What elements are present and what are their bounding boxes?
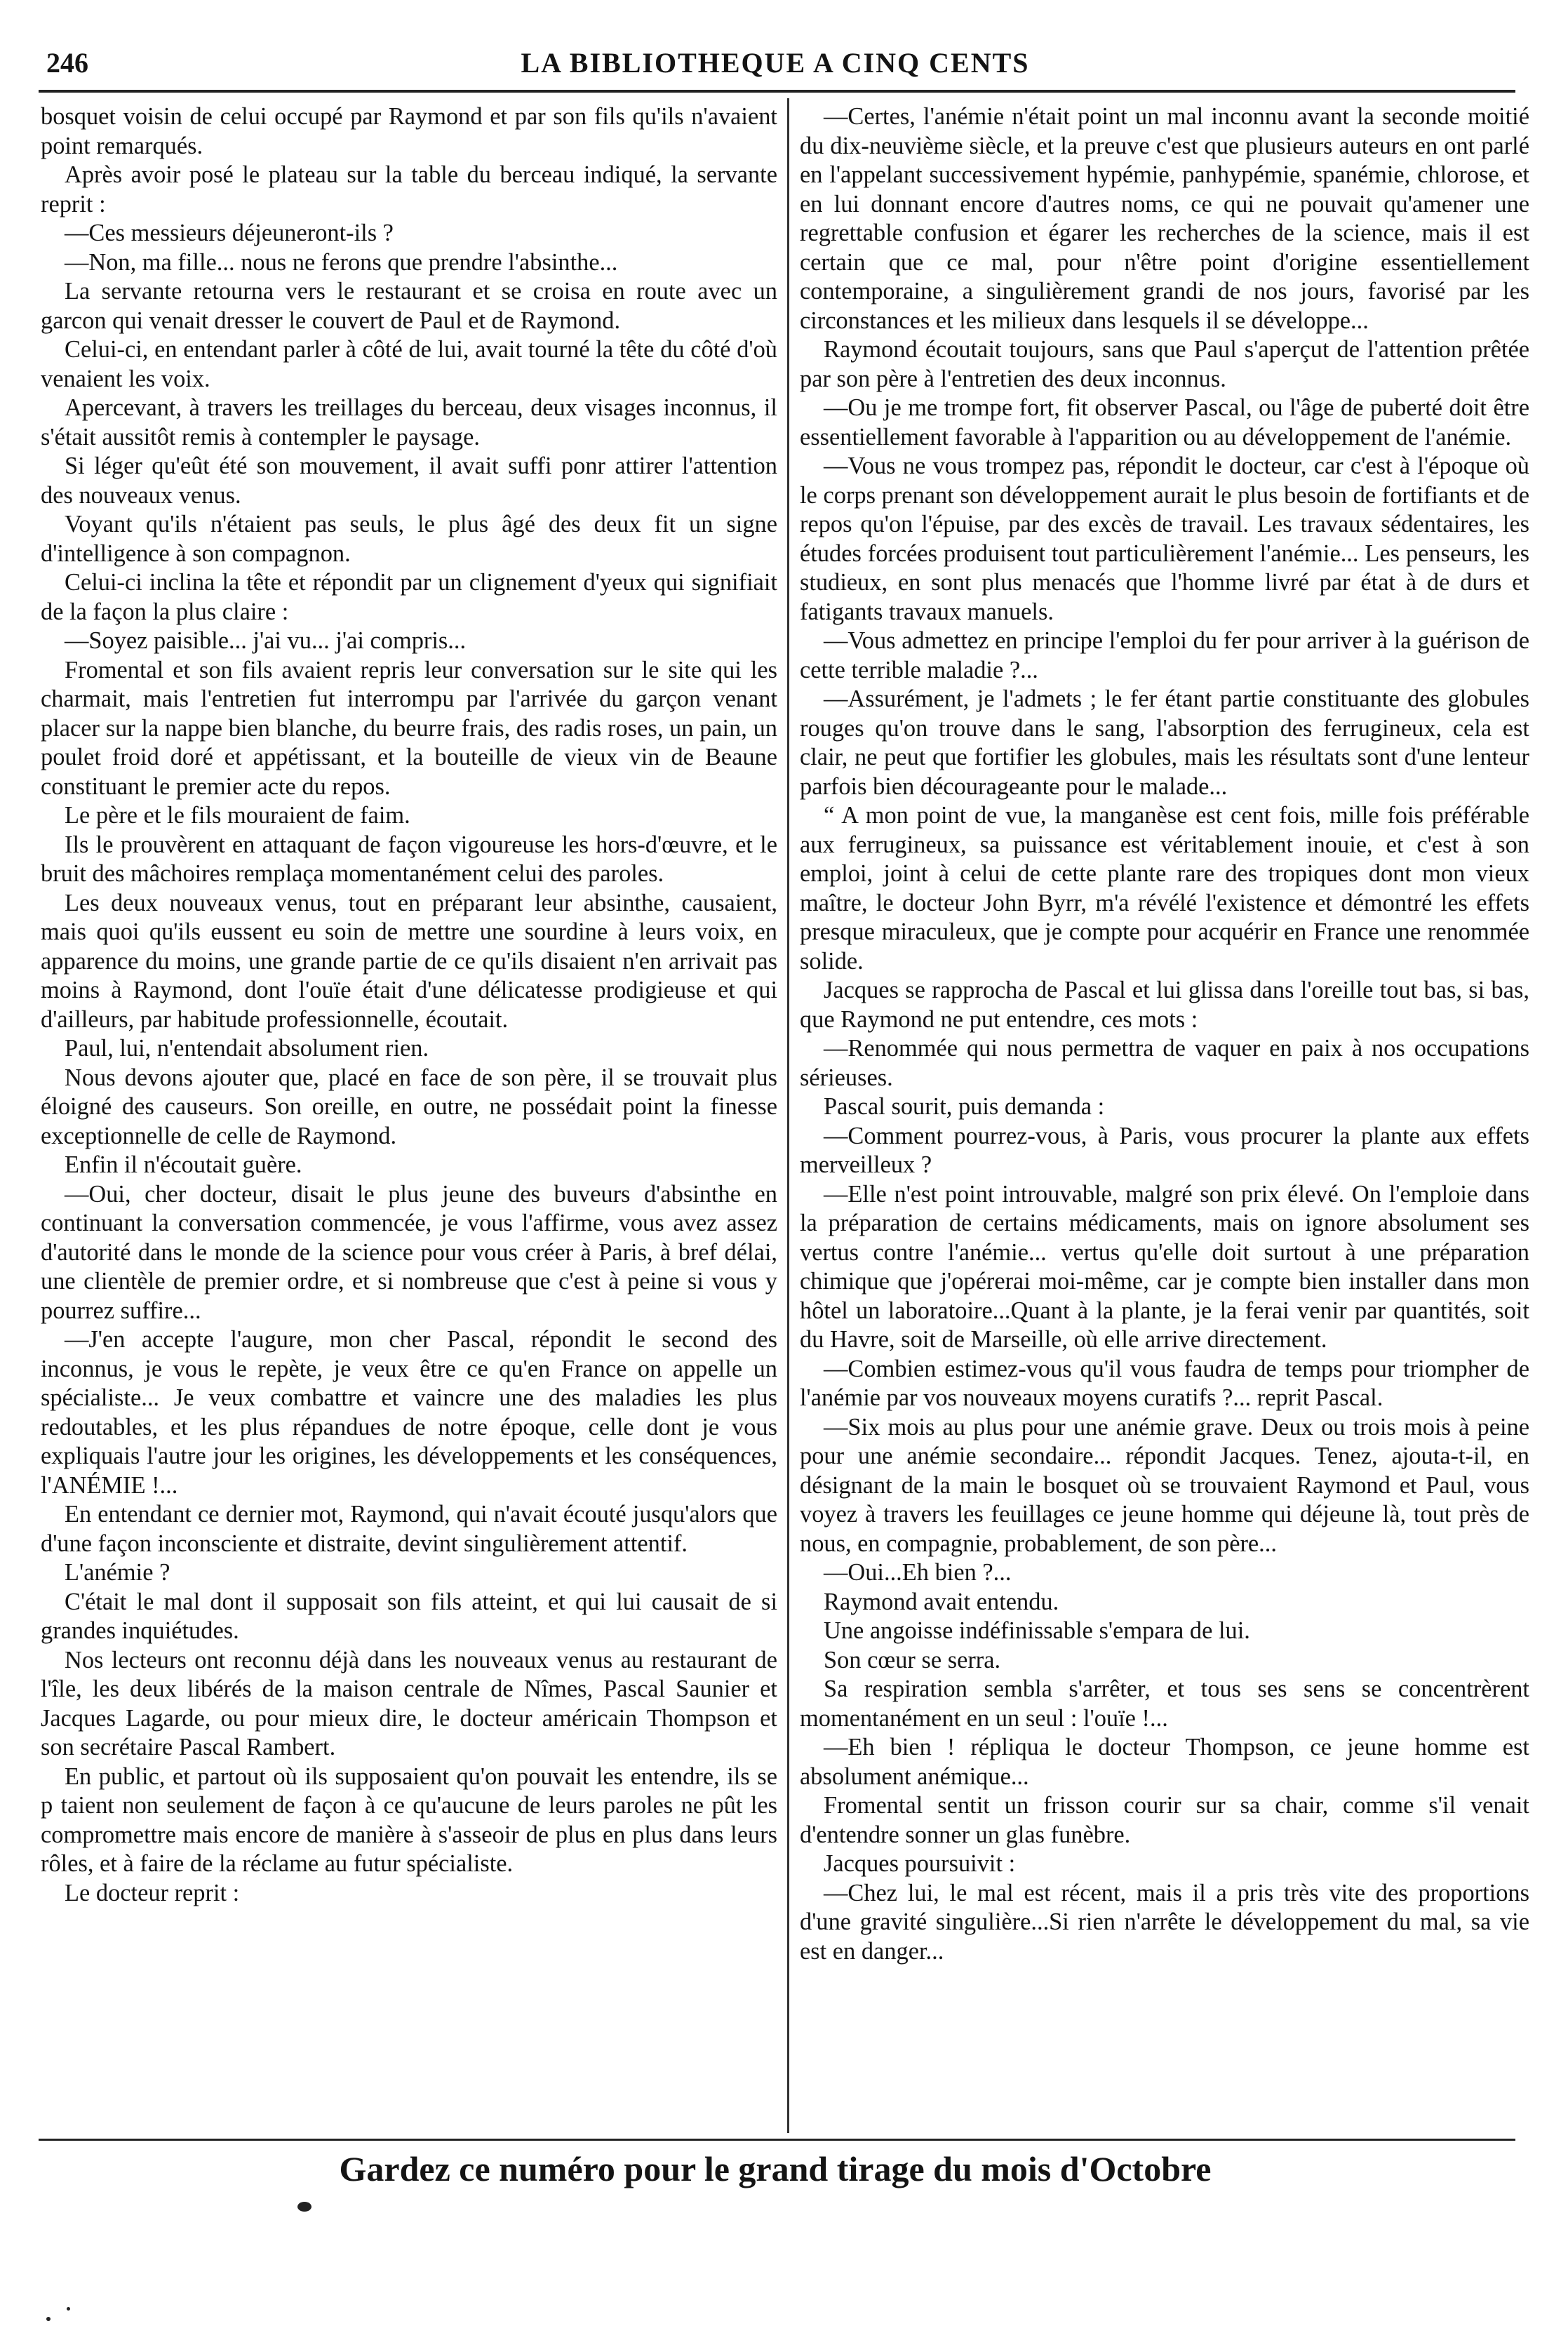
paragraph: —Combien estimez-vous qu'il vous faudra de temps pour triompher de l'anémie par vos nouveaux moyens curatifs ?... reprit Pascal. <box>800 1355 1529 1411</box>
paragraph: —Ou je me trompe fort, fit observer Pascal, ou l'âge de puberté doit être essentiellement favorable à l'apparition ou au développement de l'anémie. <box>800 394 1529 450</box>
left-column <box>41 102 777 2123</box>
paragraph: bosquet voisin de celui occupé par Raymond et par son fils qu'ils n'avaient point remarqués. <box>41 103 777 159</box>
paragraph: —Comment pourrez-vous, à Paris, vous procurer la plante aux effets merveilleux ? <box>800 1122 1529 1178</box>
paragraph: Enfin il n'écoutait guère. <box>65 1151 302 1178</box>
paragraph: —Elle n'est point introuvable, malgré son prix élevé. On l'emploie dans la préparation de certains médicaments, mais on ignore absolument ses vertus contre l'anémie... vertus qu'elle doit surtout à une préparation chimique que j'opérerai moi-même, car je compte bien installer dans mon hôtel un laboratoire...Quant à la plante, je la ferai venir par quantités, soit du Havre, soit de Marseille, où elle arrive directement. <box>800 1180 1529 1353</box>
paragraph: Sa respiration sembla s'arrêter, et tous ses sens se concentrèrent momentanément en un seul : l'ouïe !... <box>800 1676 1529 1732</box>
paragraph: Pascal sourit, puis demanda : <box>824 1093 1105 1120</box>
paragraph: Fromental sentit un frisson courir sur sa chair, comme s'il venait d'entendre sonner un glas funèbre. <box>800 1792 1529 1848</box>
paragraph: —Vous admettez en principe l'emploi du fer pour arriver à la guérison de cette terrible maladie ?... <box>800 627 1529 683</box>
ink-speck <box>67 2307 70 2311</box>
paragraph: —Ces messieurs déjeuneront-ils ? <box>65 220 394 246</box>
paragraph: Celui-ci inclina la tête et répondit par un clignement d'yeux qui signifiait de la façon la plus claire : <box>41 569 777 625</box>
paragraph: Raymond avait entendu. <box>824 1588 1059 1615</box>
paragraph: Le docteur reprit : <box>65 1879 240 1906</box>
ink-blot <box>297 2202 311 2212</box>
footer-notice: Gardez ce numéro pour le grand tirage du mois d'Octobre <box>339 2149 1212 2188</box>
paragraph: L'anémie ? <box>65 1559 170 1586</box>
header-rule <box>39 90 1515 93</box>
paragraph: La servante retourna vers le restaurant et se croisa en route avec un garcon qui venait dresser le couvert de Paul et de Raymond. <box>41 278 777 334</box>
paragraph: Voyant qu'ils n'étaient pas seuls, le plus âgé des deux fit un signe d'intelligence à son compagnon. <box>41 511 777 567</box>
paragraph: Le père et le fils mouraient de faim. <box>65 802 410 829</box>
column-divider <box>787 98 789 2133</box>
paragraph: Une angoisse indéfinissable s'empara de lui. <box>824 1617 1250 1644</box>
paragraph: Son cœur se serra. <box>824 1646 1001 1673</box>
paragraph: Si léger qu'eût été son mouvement, il avait suffi ponr attirer l'attention des nouveaux venus. <box>41 453 777 509</box>
paragraph: Nos lecteurs ont reconnu déjà dans les nouveaux venus au restaurant de l'île, les deux libérés de la maison centrale de Nîmes, Pascal Saunier et Jacques Lagarde, ou pour mieux dire, le docteur américain Thompson et son secrétaire Pascal Rambert. <box>41 1646 777 1760</box>
right-column <box>800 102 1529 2123</box>
paragraph: —Oui, cher docteur, disait le plus jeune des buveurs d'absinthe en continuant la conversation commencée, je vous l'affirme, vous avez assez d'autorité dans le monde de la science pour vous créer à Paris, à bref délai, une clientèle de premier ordre, et si nombreuse que c'est à peine si vous y pourrez suffire... <box>41 1180 777 1324</box>
paragraph: C'était le mal dont il supposait son fils atteint, et qui lui causait de si grandes inquiétudes. <box>41 1588 777 1644</box>
paragraph: —J'en accepte l'augure, mon cher Pascal, répondit le second des inconnus, je vous le repète, je veux être ce qu'en France on appelle un spécialiste... Je veux combattre et vaincre une des maladies les plus redoutables, et les plus répandues de notre époque, celle dont je vous expliquais l'autre jour les origines, les développements et les conséquences, l'ANÉMIE !... <box>41 1326 777 1499</box>
ink-speck <box>46 2317 51 2321</box>
paragraph: En entendant ce dernier mot, Raymond, qui n'avait écouté jusqu'alors que d'une façon inconsciente et distraite, devint singulièrement attentif. <box>41 1501 777 1557</box>
page-number: 246 <box>46 47 88 79</box>
paragraph: —Soyez paisible... j'ai vu... j'ai compris... <box>65 627 467 654</box>
paragraph: —Vous ne vous trompez pas, répondit le docteur, car c'est à l'époque où le corps prenant son développement aurait le plus besoin de fortifiants et de repos qu'on l'épuise, par des excès de travail. Les travaux sédentaires, les études forcées produisent tout particulièrement l'anémie... Les penseurs, les studieux, en sont plus menacés que l'homme livré par état à de durs et fatigants travaux manuels. <box>800 453 1529 625</box>
paragraph: —Certes, l'anémie n'était point un mal inconnu avant la seconde moitié du dix-neuvième siècle, et la preuve c'est que plusieurs auteurs en ont parlé en l'appelant successivement hypémie, panhypémie, spanémie, chlorose, et en lui donnant encore d'autres noms, ce qui ne pouvait qu'amener une regrettable confusion et égarer les recherches de la science, mais il est certain que ce mal, pour n'être point d'origine essentiellement contemporaine, a singulièrement grandi de nos jours, favorisé par les circonstances et les milieux dans lesquels il se développe... <box>800 103 1529 334</box>
paragraph: En public, et partout où ils supposaient qu'on pouvait les entendre, ils se p taient non seulement de façon à ce qu'aucune de leurs paroles ne pût les compromettre mais encore de manière à s'asseoir de plus en plus dans leurs rôles, et à faire de la réclame au futur spécialiste. <box>41 1763 777 1877</box>
paragraph: Jacques poursuivit : <box>824 1850 1016 1877</box>
paragraph: Après avoir posé le plateau sur la table du berceau indiqué, la servante reprit : <box>41 161 777 218</box>
running-head: LA BIBLIOTHEQUE A CINQ CENTS <box>521 47 1030 79</box>
paragraph: Jacques se rapprocha de Pascal et lui glissa dans l'oreille tout bas, si bas, que Raymond ne put entendre, ces mots : <box>800 977 1529 1033</box>
paragraph: Fromental et son fils avaient repris leur conversation sur le site qui les charmait, mais l'entretien fut interrompu par l'arrivée du garçon venant placer sur la nappe bien blanche, du beurre frais, des radis roses, un pain, un poulet froid doré et appétissant, et la bouteille de vieux vin de Beaune constituant le premier acte du repos. <box>41 656 777 800</box>
page-header <box>42 44 1508 86</box>
paragraph: —Chez lui, le mal est récent, mais il a pris très vite des proportions d'une gravité singulière...Si rien n'arrête le développement du mal, sa vie est en danger... <box>800 1879 1529 1965</box>
paragraph: Paul, lui, n'entendait absolument rien. <box>65 1035 429 1062</box>
paragraph: Ils le prouvèrent en attaquant de façon vigoureuse les hors-d'œuvre, et le bruit des mâchoires remplaça momentanément celui des paroles. <box>41 831 777 887</box>
paragraph: Nous devons ajouter que, placé en face de son père, il se trouvait plus éloigné des causeurs. Son oreille, en outre, ne possédait point la finesse exceptionnelle de celle de Raymond. <box>41 1064 777 1149</box>
paragraph: Apercevant, à travers les treillages du berceau, deux visages inconnus, il s'était aussitôt remis à contempler le paysage. <box>41 394 777 450</box>
paragraph: “ A mon point de vue, la manganèse est cent fois, mille fois préférable aux ferrugineux, sa puissance est véritablement inouie, et c'est à son emploi, joint à celui de cette plante rare des tropiques dont mon vieux maître, le docteur John Byrr, m'a révélé l'existence et démontré les effets presque miraculeux, que je compte pour acquérir en France une renommée solide. <box>800 802 1529 975</box>
paragraph: —Renommée qui nous permettra de vaquer en paix à nos occupations sérieuses. <box>800 1035 1529 1091</box>
paragraph: Celui-ci, en entendant parler à côté de lui, avait tourné la tête du côté d'où venaient les voix. <box>41 336 777 392</box>
paragraph: Raymond écoutait toujours, sans que Paul s'aperçut de l'attention prêtée par son père à l'entretien des deux inconnus. <box>800 336 1529 392</box>
paragraph: —Non, ma fille... nous ne ferons que prendre l'absinthe... <box>65 248 618 276</box>
footer-rule <box>39 2139 1515 2141</box>
paragraph: —Eh bien ! répliqua le docteur Thompson, ce jeune homme est absolument anémique... <box>800 1734 1529 1790</box>
paragraph: Les deux nouveaux venus, tout en préparant leur absinthe, causaient, mais quoi qu'ils eussent eu soin de mettre une sourdine à leurs voix, en apparence du moins, une grande partie de ce qu'ils disaient n'en arrivait pas moins à Raymond, dont l'ouïe était d'une délicatesse prodigieuse et qui d'ailleurs, par habitude professionnelle, écoutait. <box>41 889 777 1033</box>
paragraph: —Six mois au plus pour une anémie grave. Deux ou trois mois à peine pour une anémie secondaire... répondit Jacques. Tenez, ajouta-t-il, en désignant de la main le bosquet où se trouvaient Raymond et Paul, vous voyez à travers les feuillages ce jeune homme qui déjeune là, tout près de nous, en compagnie, probablement, de son père... <box>800 1413 1529 1557</box>
paragraph: —Assurément, je l'admets ; le fer étant partie constituante des globules rouges qu'on trouve dans le sang, l'absorption des ferrugineux, cela est clair, ne peut que fortifier les globules, mais les résultats sont d'une lenteur parfois bien décourageante pour le malade... <box>800 686 1529 800</box>
paragraph: —Oui...Eh bien ?... <box>824 1559 1012 1586</box>
